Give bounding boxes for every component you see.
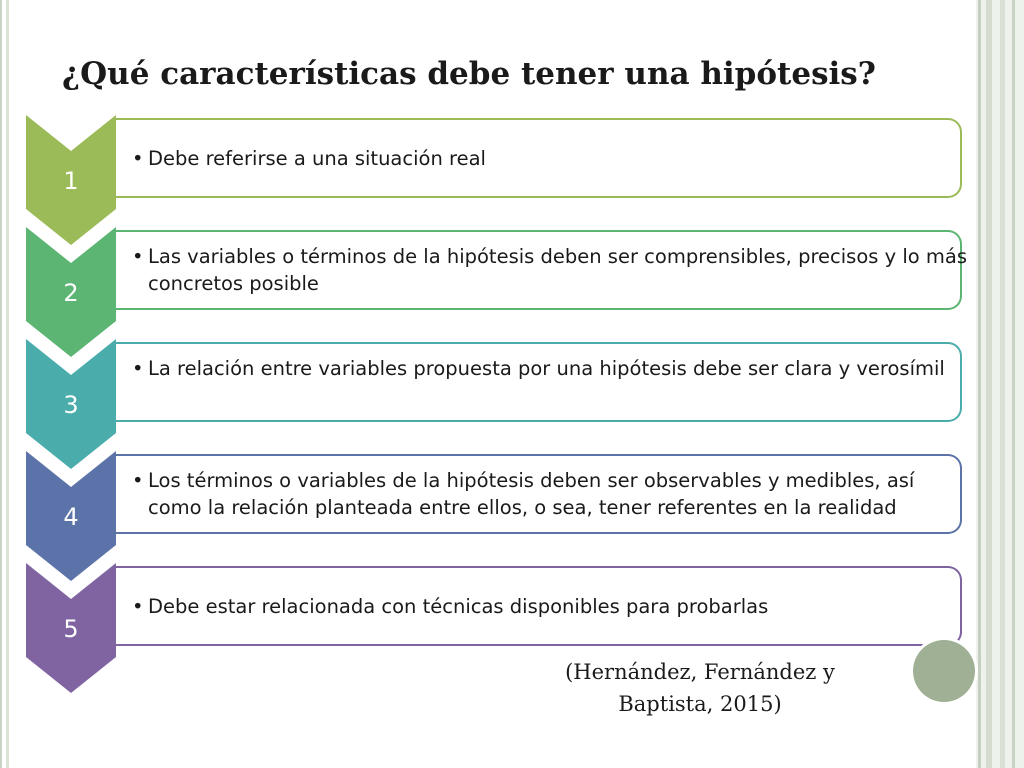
bullet: • xyxy=(132,357,144,380)
bullet: • xyxy=(132,469,144,492)
step-number: 3 xyxy=(63,391,79,419)
step-number: 4 xyxy=(63,503,79,531)
item-text-content: Las variables o términos de la hipótesis deben ser comprensibles, precisos y lo más concretos posible xyxy=(148,245,968,295)
step-number: 2 xyxy=(63,279,79,307)
item-text xyxy=(130,593,970,620)
item-text-content: Los términos o variables de la hipótesis deben ser observables y medibles, así como la relación planteada entre ellos, o sea, tener referentes en la realidad xyxy=(148,469,915,519)
step-number: 5 xyxy=(63,615,79,643)
citation-line-1: (Hernández, Fernández y xyxy=(565,660,835,684)
step-number: 1 xyxy=(63,167,79,195)
item-text xyxy=(130,467,970,521)
item-text-content: Debe referirse a una situación real xyxy=(148,147,486,170)
item-text-content: La relación entre variables propuesta por una hipótesis debe ser clara y verosímil xyxy=(148,357,945,380)
bullet: • xyxy=(132,595,144,618)
item-text-content: Debe estar relacionada con técnicas disponibles para probarlas xyxy=(148,595,769,618)
item-text-box xyxy=(112,342,962,422)
item-text xyxy=(130,145,970,172)
bullet: • xyxy=(132,147,144,170)
citation xyxy=(520,656,880,720)
citation-line-2: Baptista, 2015) xyxy=(618,692,782,716)
bullet: • xyxy=(132,245,144,268)
item-text xyxy=(130,243,970,297)
decorative-circle xyxy=(913,640,975,702)
item-text xyxy=(130,355,970,382)
slide-title: ¿Qué características debe tener una hipótesis? xyxy=(62,56,876,92)
